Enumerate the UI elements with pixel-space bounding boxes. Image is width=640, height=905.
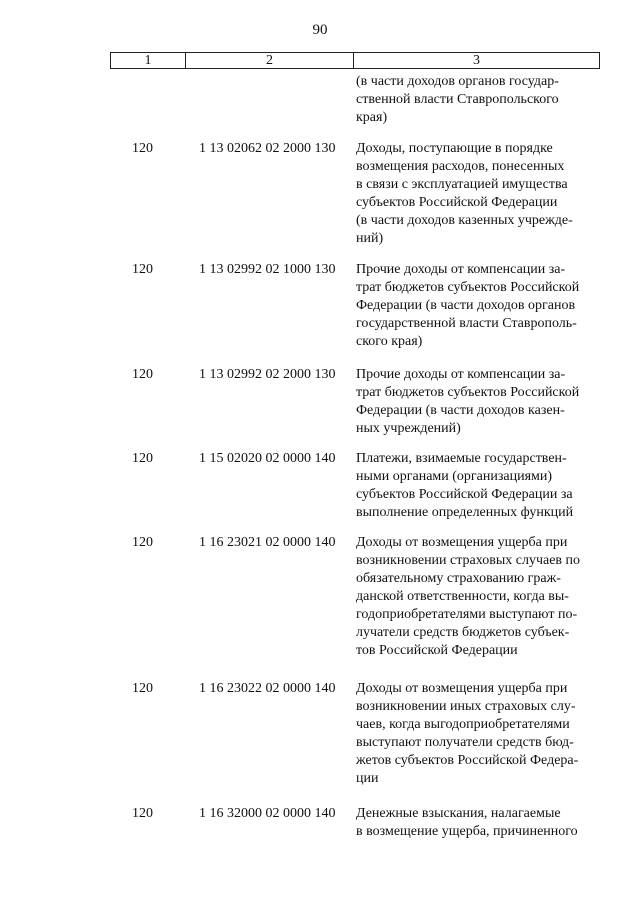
description-line: данской ответственности, когда вы- — [356, 589, 569, 604]
description-line: Доходы от возмещения ущерба при — [356, 681, 568, 696]
description-line: края) — [356, 110, 388, 125]
description-line: лучатели средств бюджетов субъек- — [356, 625, 570, 640]
description-line: возмещения расходов, понесенных — [356, 159, 565, 174]
description-line: Федерации (в части доходов казен- — [356, 403, 565, 418]
budget-classification-code: 1 13 02062 02 2000 130 — [199, 141, 336, 156]
description-line: в связи с эксплуатацией имущества — [356, 177, 568, 192]
description-line: ского края) — [356, 334, 423, 349]
description-line: субъектов Российской Федерации за — [356, 487, 573, 502]
description-line: Доходы, поступающие в порядке — [356, 141, 553, 156]
description-line: возникновении иных страховых слу- — [356, 699, 576, 714]
description-line: Денежные взыскания, налагаемые — [356, 806, 561, 821]
description-line: выполнение определенных функций — [356, 505, 574, 520]
description-line: в возмещение ущерба, причиненного — [356, 824, 578, 839]
description-line: государственной власти Ставрополь- — [356, 316, 577, 331]
description-line: ными органами (организациями) — [356, 469, 553, 484]
description-line: Платежи, взимаемые государствен- — [356, 451, 567, 466]
description-line: Прочие доходы от компенсации за- — [356, 262, 566, 277]
header-col-1: 1 — [111, 53, 186, 68]
admin-code: 120 — [132, 535, 153, 550]
admin-code: 120 — [132, 367, 153, 382]
budget-classification-code: 1 16 23021 02 0000 140 — [199, 535, 336, 550]
header-col-3: 3 — [473, 53, 480, 68]
description-line: Доходы от возмещения ущерба при — [356, 535, 568, 550]
admin-code: 120 — [132, 806, 153, 821]
description-line: субъектов Российской Федерации — [356, 195, 558, 210]
budget-classification-code: 1 15 02020 02 0000 140 — [199, 451, 336, 466]
header-col-2: 2 — [186, 53, 354, 68]
budget-classification-code: 1 16 23022 02 0000 140 — [199, 681, 336, 696]
description-line: ции — [356, 771, 379, 786]
description-line: (в части доходов органов государ- — [356, 74, 559, 89]
admin-code: 120 — [132, 141, 153, 156]
description-line: Прочие доходы от компенсации за- — [356, 367, 566, 382]
page-number: 90 — [312, 22, 328, 38]
description-line: трат бюджетов субъектов Российской — [356, 280, 580, 295]
budget-classification-code: 1 13 02992 02 2000 130 — [199, 367, 336, 382]
description-line: чаев, когда выгодоприобретателями — [356, 717, 570, 732]
income-description — [356, 450, 601, 522]
income-description — [356, 534, 601, 660]
description-line: тов Российской Федерации — [356, 643, 518, 658]
admin-code: 120 — [132, 262, 153, 277]
description-line: ных учреждений) — [356, 421, 461, 436]
description-line: жетов субъектов Российской Федера- — [356, 753, 579, 768]
description-line: трат бюджетов субъектов Российской — [356, 385, 580, 400]
description-line: обязательному страхованию граж- — [356, 571, 561, 586]
income-description — [356, 805, 601, 841]
income-description — [356, 366, 601, 438]
budget-classification-code: 1 16 32000 02 0000 140 — [199, 806, 336, 821]
admin-code: 120 — [132, 681, 153, 696]
description-line: возникновении страховых случаев по — [356, 553, 581, 568]
admin-code: 120 — [132, 451, 153, 466]
description-line: (в части доходов казенных учрежде- — [356, 213, 573, 228]
description-line: ний) — [356, 231, 384, 246]
income-description — [356, 140, 601, 248]
description-line: годоприобретателями выступают по- — [356, 607, 578, 622]
continued-description — [356, 73, 596, 127]
budget-classification-code: 1 13 02992 02 1000 130 — [199, 262, 336, 277]
description-line: ственной власти Ставропольского — [356, 92, 559, 107]
description-line: выступают получатели средств бюд- — [356, 735, 574, 750]
table-header — [110, 52, 600, 69]
income-description — [356, 261, 601, 351]
description-line: Федерации (в части доходов органов — [356, 298, 576, 313]
income-description — [356, 680, 601, 788]
